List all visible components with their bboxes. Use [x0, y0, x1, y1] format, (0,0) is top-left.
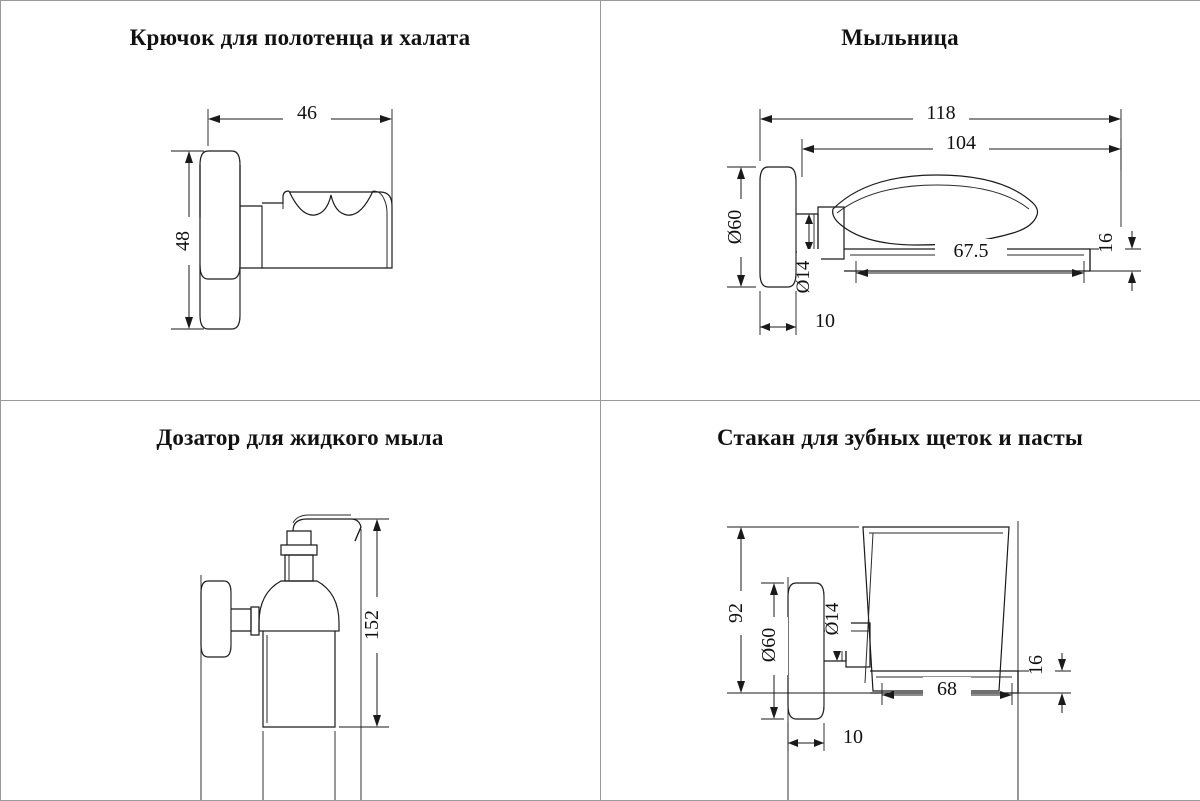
panel-title-hook: Крючок для полотенца и халата	[1, 25, 600, 51]
dim-tumbler-d14: Ø14	[822, 602, 843, 635]
dim-tumbler-92: 92	[725, 603, 747, 623]
dim-tumbler-d60: Ø60	[758, 627, 780, 661]
panel-hook	[0, 0, 601, 401]
dim-tumbler-10: 10	[843, 726, 863, 748]
dim-hook-48: 48	[172, 231, 194, 251]
drawing-soap-dispenser	[1, 401, 600, 800]
dim-dish-675: 67.5	[953, 240, 988, 262]
panel-soap-dish	[600, 0, 1200, 401]
dim-dish-d60: Ø60	[724, 209, 746, 243]
drawing-tumbler	[601, 401, 1200, 800]
panel-tumbler	[600, 400, 1200, 801]
panel-title-soap-dispenser: Дозатор для жидкого мыла	[1, 425, 600, 451]
dim-tumbler-68: 68	[937, 678, 957, 700]
panel-title-soap-dish: Мыльница	[601, 25, 1200, 51]
dim-dish-d14: Ø14	[793, 260, 814, 293]
drawing-soap-dish	[601, 1, 1200, 400]
panel-soap-dispenser	[0, 400, 601, 801]
panel-title-tumbler: Стакан для зубных щеток и пасты	[601, 425, 1200, 451]
dim-tumbler-16: 16	[1025, 655, 1047, 675]
dim-dispenser-152: 152	[361, 610, 383, 640]
dim-dish-16: 16	[1095, 233, 1117, 253]
dim-hook-46: 46	[297, 102, 317, 124]
dim-dish-104: 104	[946, 132, 976, 154]
dim-dish-10: 10	[815, 310, 835, 332]
drawing-hook	[1, 1, 600, 400]
dim-dish-118: 118	[926, 102, 955, 124]
